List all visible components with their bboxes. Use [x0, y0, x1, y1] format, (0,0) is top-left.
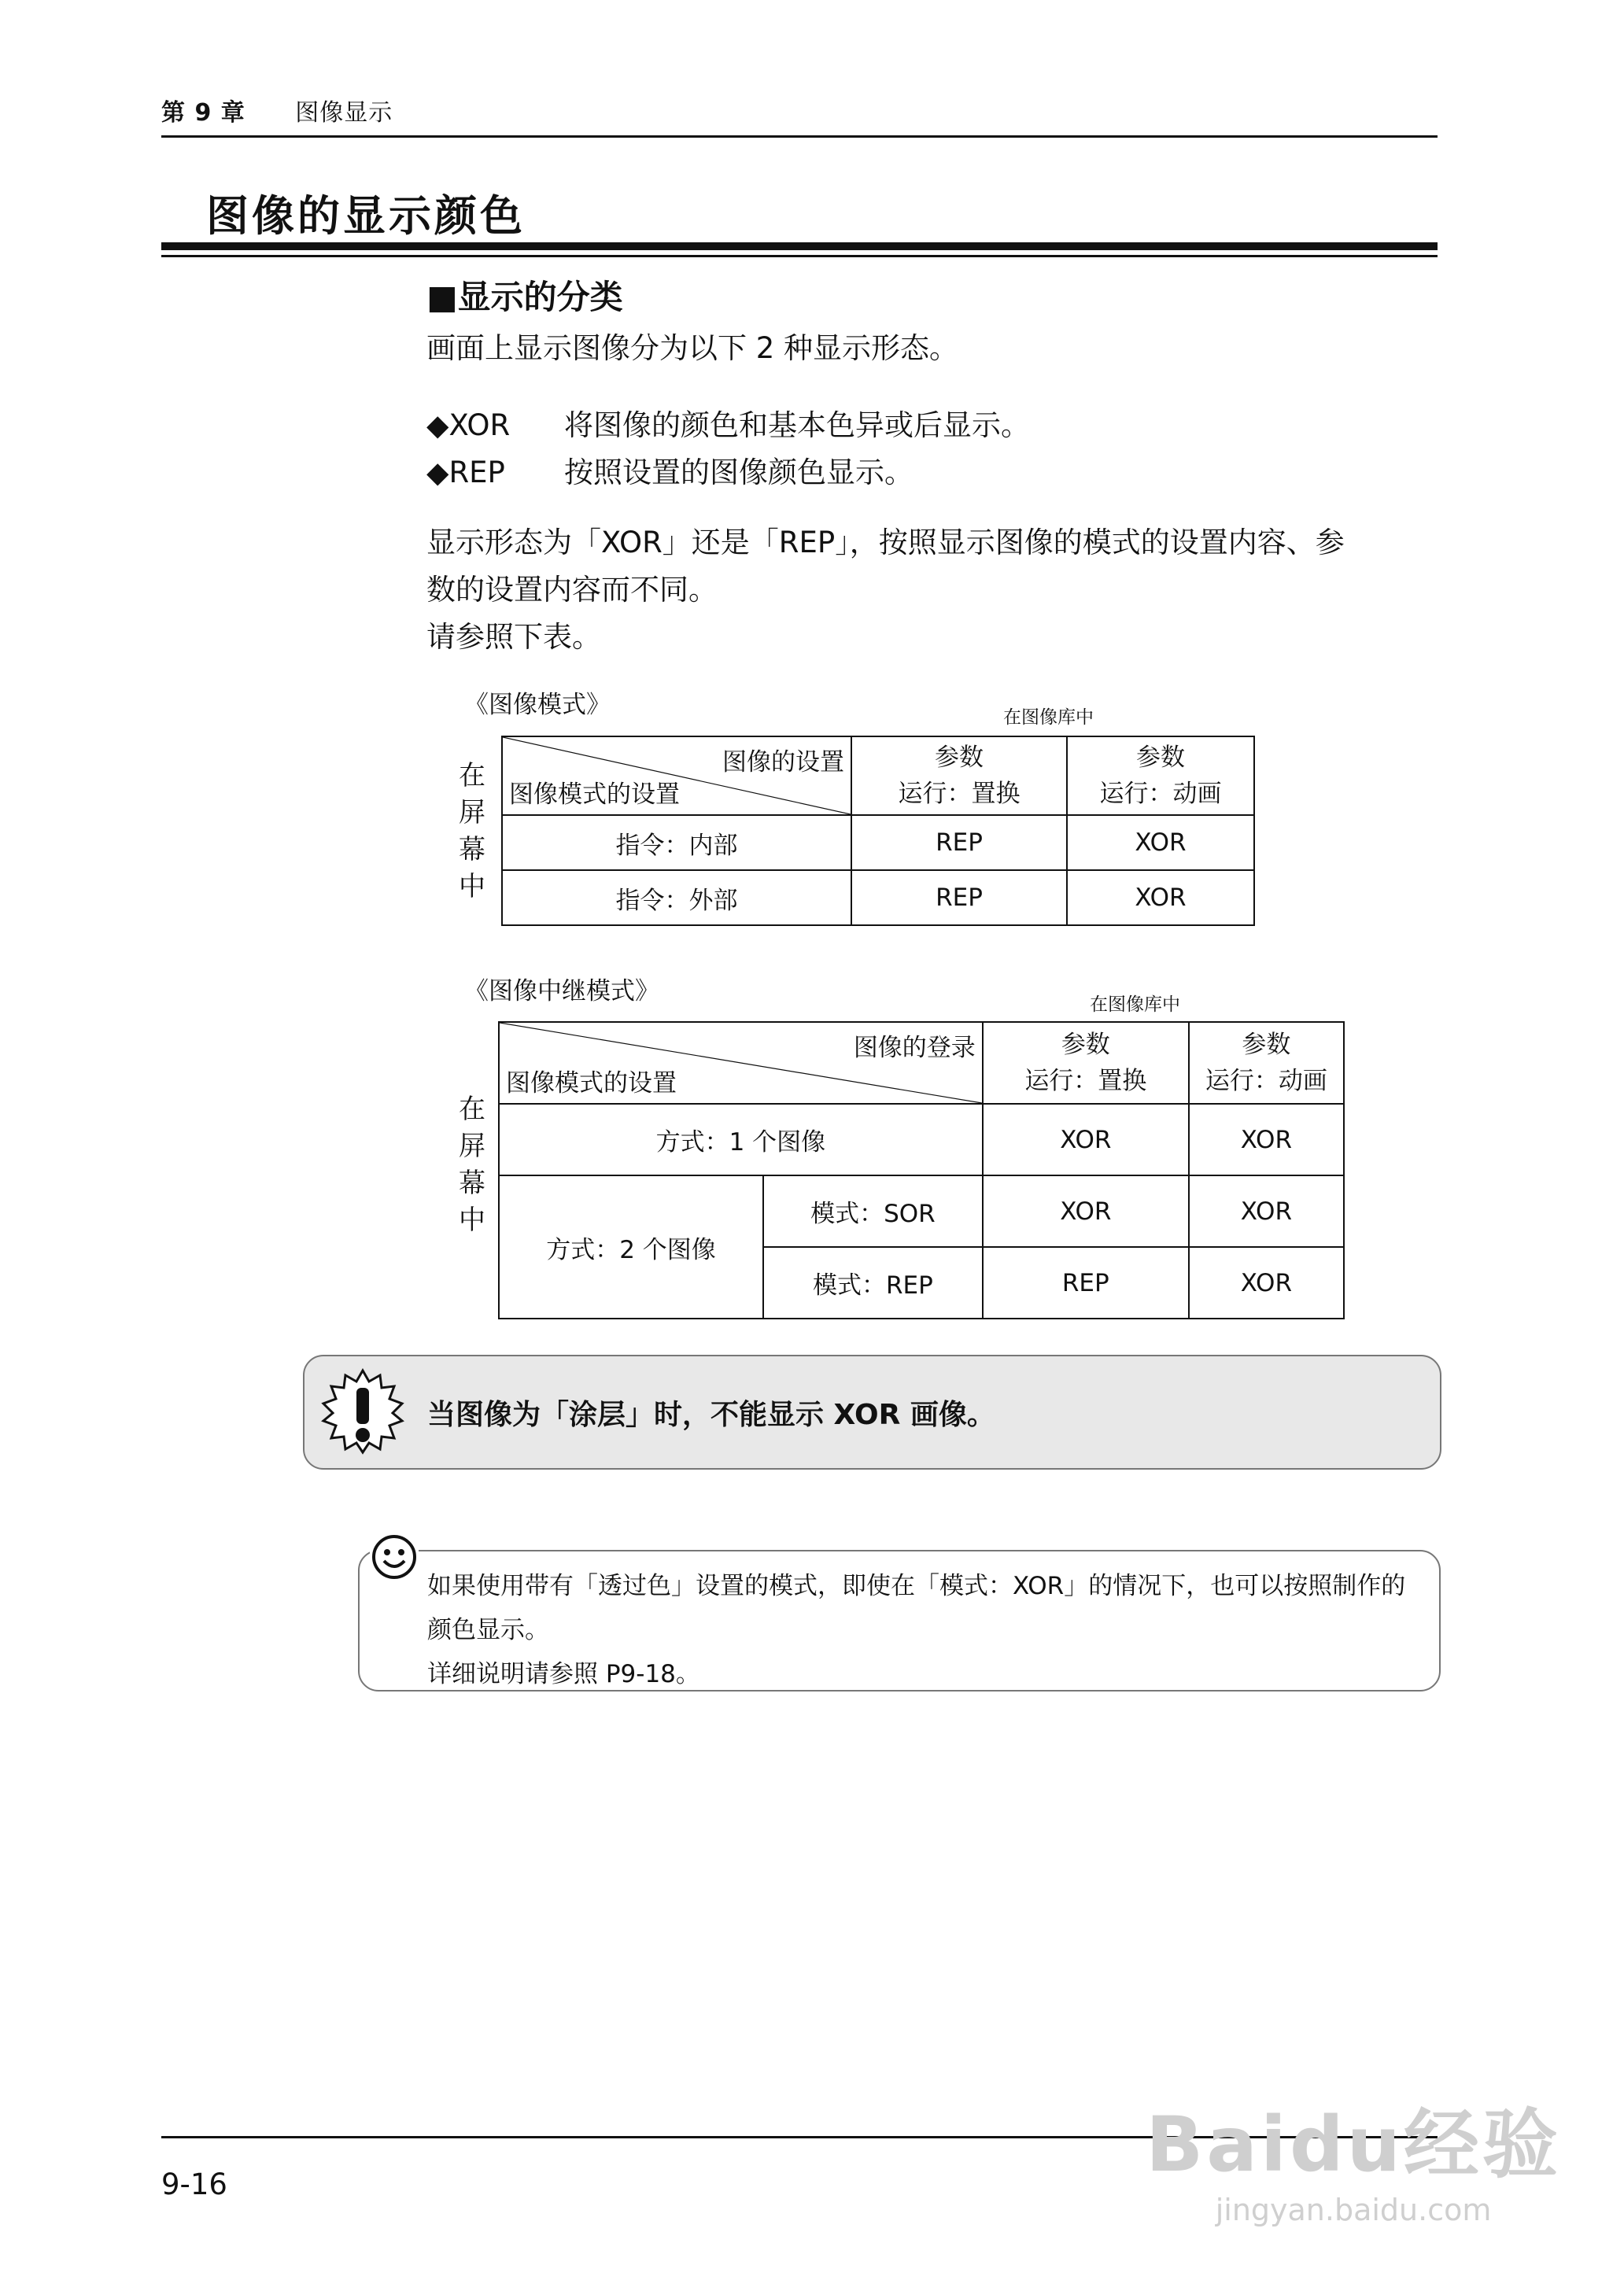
- side-char: 中: [459, 871, 485, 902]
- side-char: 幕: [459, 1168, 485, 1199]
- table1-note: 在图像库中: [1003, 707, 1094, 728]
- table2-row-label: 方式：2 个图像: [499, 1175, 763, 1319]
- table2-sub-label: 模式：REP: [763, 1247, 983, 1319]
- table1-cell: XOR: [1067, 815, 1254, 870]
- title-rule-thin: [161, 255, 1438, 257]
- table2-cell: XOR: [1189, 1247, 1344, 1319]
- mode-item: [426, 401, 1030, 444]
- table1-row-label: 指令：内部: [502, 815, 851, 870]
- mode-desc: 按照设置的图像颜色显示。: [564, 456, 914, 489]
- side-char: 中: [459, 1205, 485, 1236]
- table2-col-header: 参数 运行：置换: [983, 1022, 1189, 1104]
- table1-side-label: [456, 758, 488, 906]
- page-number: 9-16: [161, 2167, 227, 2201]
- table2-row-label: 方式：1 个图像: [499, 1104, 983, 1175]
- side-char: 在: [459, 1094, 485, 1125]
- chapter-title: 图像显示: [295, 99, 393, 127]
- table1-col-header: 参数 运行：动画: [1067, 736, 1254, 815]
- watermark-url: jingyan.baidu.com: [1215, 2193, 1492, 2227]
- corner-top-label: 图像的设置: [722, 748, 844, 777]
- tip-line: 如果使用带有「透过色」设置的模式，即使在「模式：XOR」的情况下，也可以按照制作的: [427, 1572, 1406, 1600]
- table1-col-header: 参数 运行：置换: [851, 736, 1067, 815]
- side-char: 幕: [459, 834, 485, 865]
- table2: [498, 1021, 1345, 1319]
- title-rule-thick: [161, 242, 1438, 250]
- section-heading: ■显示的分类: [426, 278, 623, 316]
- table2-note: 在图像库中: [1090, 994, 1180, 1015]
- mode-label: ◆REP: [426, 456, 505, 489]
- side-char: 在: [459, 760, 485, 791]
- mode-label: ◆XOR: [426, 408, 511, 442]
- smiley-icon: [370, 1533, 419, 1581]
- explain-line: 请参照下表。: [426, 620, 601, 654]
- table2-cell: REP: [983, 1247, 1189, 1319]
- table2-col-header: 参数 运行：动画: [1189, 1022, 1344, 1104]
- table2-corner: [499, 1022, 983, 1104]
- watermark: [1146, 2085, 1561, 2227]
- tip-line: 详细说明请参照 P9-18。: [427, 1660, 700, 1688]
- section-intro: 画面上显示图像分为以下 2 种显示形态。: [426, 331, 959, 365]
- corner-bottom-label: 图像模式的设置: [509, 780, 680, 809]
- table2-side-label: [456, 1091, 488, 1239]
- explain-line: 显示形态为「XOR」还是「REP」，按照显示图像的模式的设置内容、参: [426, 526, 1345, 559]
- watermark-brand: Baidu经验: [1146, 2101, 1561, 2189]
- table1-row-label: 指令：外部: [502, 870, 851, 925]
- header-rule: [161, 135, 1438, 138]
- explain-line: 数的设置内容而不同。: [426, 573, 718, 607]
- corner-bottom-label: 图像模式的设置: [506, 1069, 677, 1098]
- chapter-number: 第 9 章: [161, 99, 245, 127]
- table1-cell: REP: [851, 815, 1067, 870]
- exclamation-icon: [319, 1367, 407, 1455]
- table1-cell: REP: [851, 870, 1067, 925]
- page-header: [161, 93, 393, 127]
- table2-caption: 《图像中继模式》: [464, 977, 659, 1005]
- side-char: 屏: [459, 1131, 485, 1162]
- tip-line: 颜色显示。: [427, 1616, 549, 1644]
- table2-cell: XOR: [1189, 1175, 1344, 1247]
- tip-text: [427, 1564, 1434, 1696]
- table1-cell: XOR: [1067, 870, 1254, 925]
- warning-text: 当图像为「涂层」时，不能显示 XOR 画像。: [427, 1399, 995, 1431]
- page-title: 图像的显示颜色: [206, 191, 526, 241]
- table1-corner: [502, 736, 851, 815]
- table2-cell: XOR: [983, 1104, 1189, 1175]
- table1-caption: 《图像模式》: [464, 691, 611, 719]
- mode-item: [426, 448, 914, 491]
- corner-top-label: 图像的登录: [853, 1034, 976, 1062]
- side-char: 屏: [459, 797, 485, 828]
- table2-cell: XOR: [983, 1175, 1189, 1247]
- table2-sub-label: 模式：SOR: [763, 1175, 983, 1247]
- table1: [501, 736, 1255, 926]
- table2-cell: XOR: [1189, 1104, 1344, 1175]
- explain-paragraph: [426, 519, 1441, 661]
- mode-desc: 将图像的颜色和基本色异或后显示。: [564, 408, 1030, 442]
